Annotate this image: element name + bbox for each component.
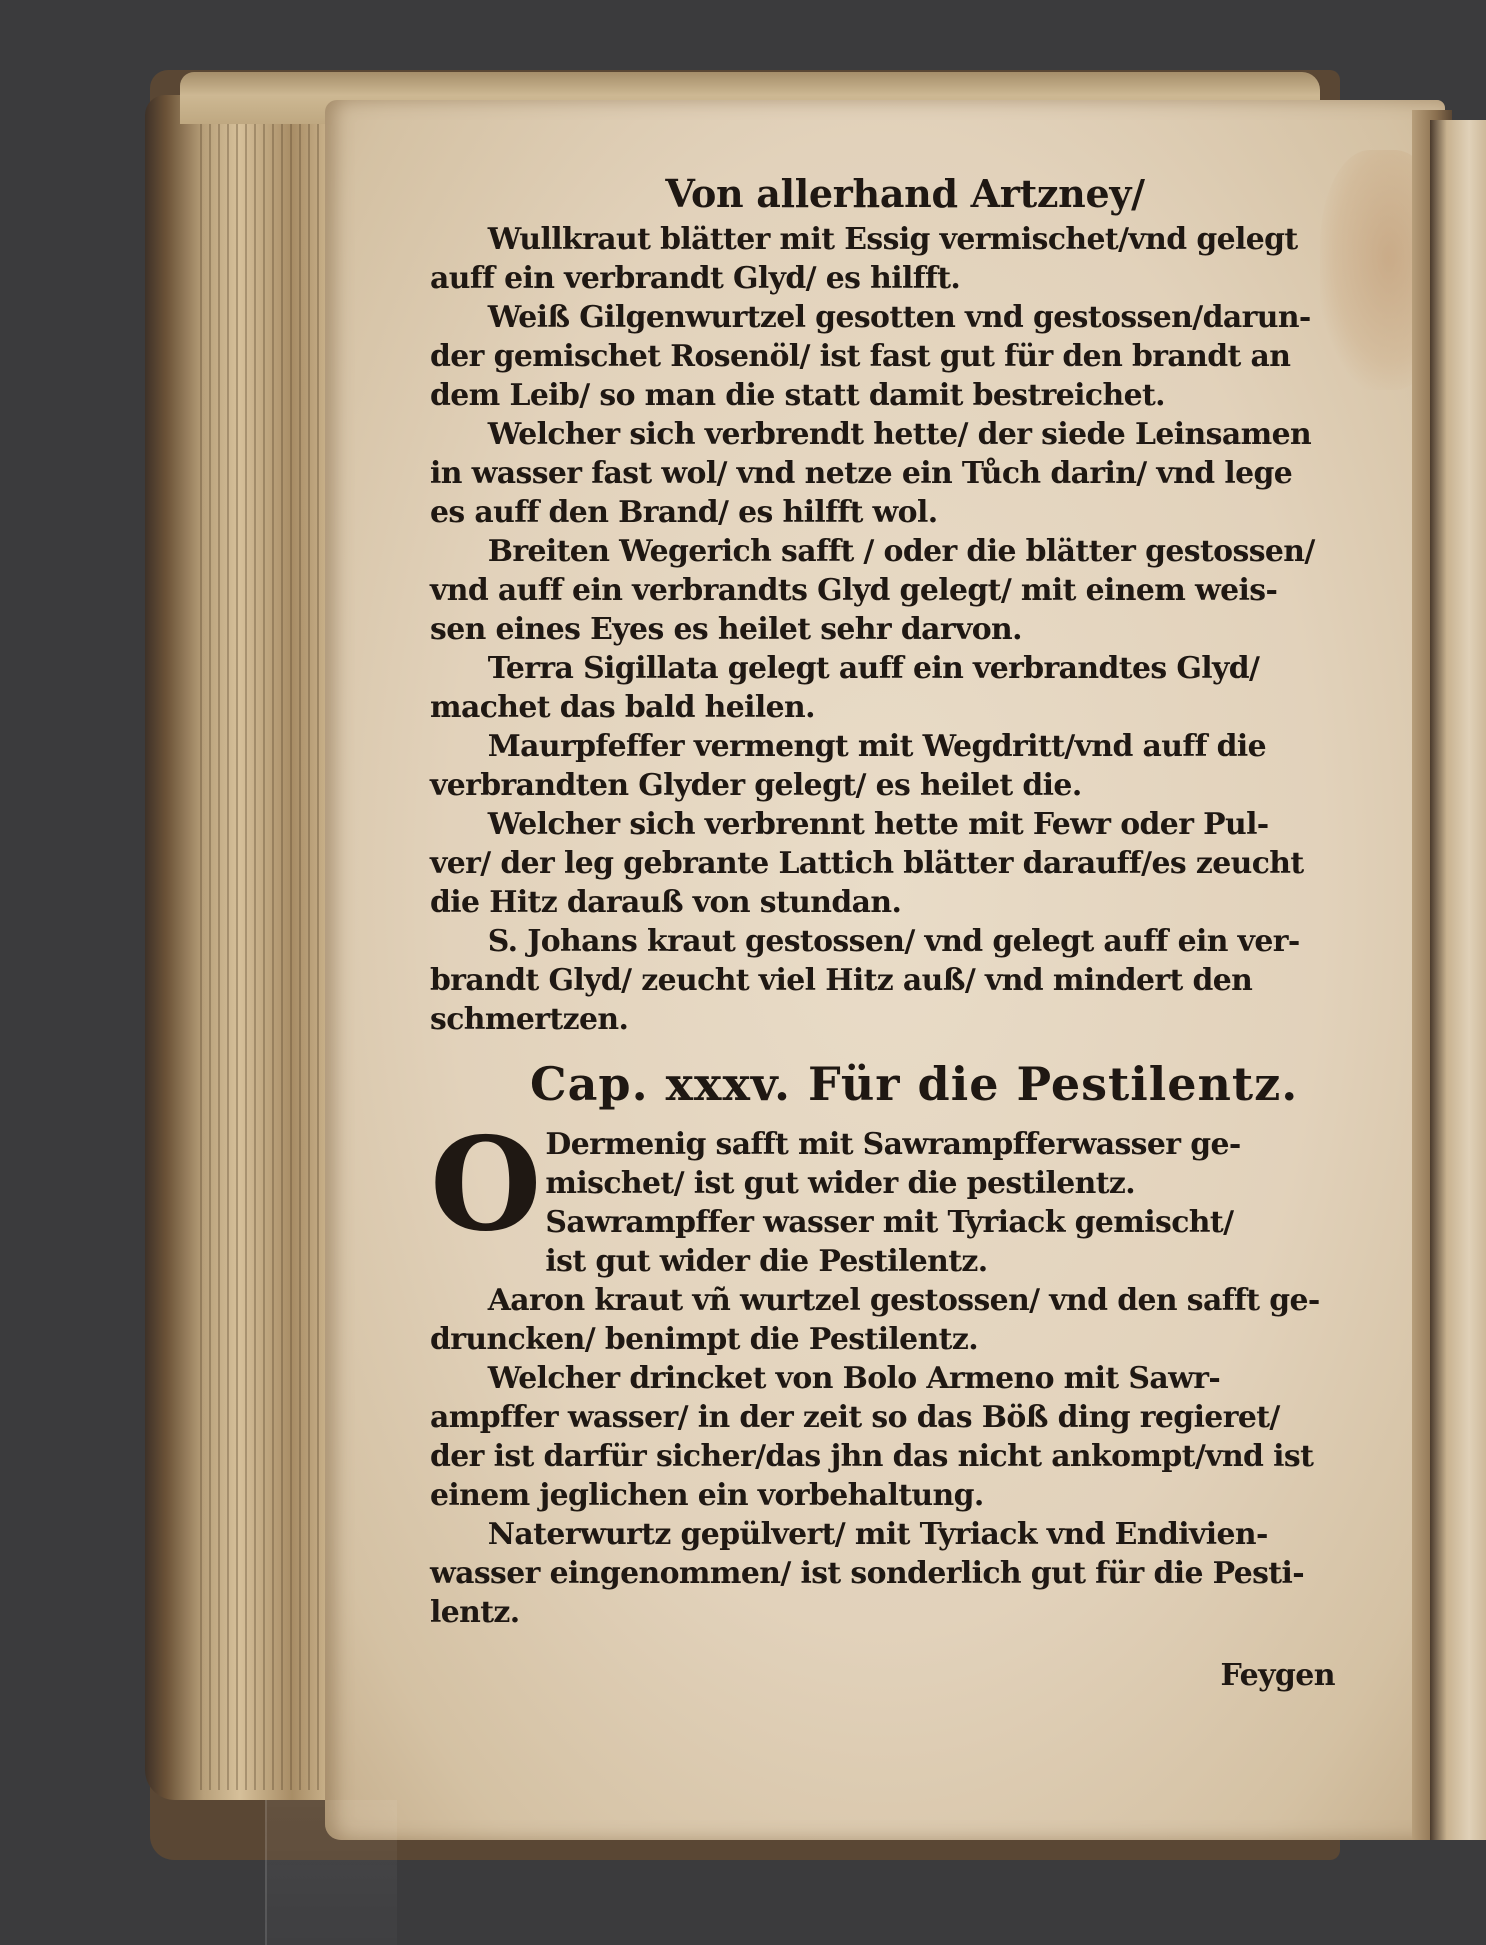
text-line: dem Leib/ so man die statt damit bestreichet.	[430, 378, 1165, 413]
paragraph	[430, 649, 1340, 727]
text-line: in wasser fast wol/ vnd netze ein Tůch darin/ vnd lege	[430, 456, 1293, 491]
text-line: Breiten Wegerich safft / oder die blätter gestossen/	[487, 534, 1315, 569]
text-line: Maurpfeffer vermengt mit Wegdritt/vnd auff die	[487, 729, 1267, 764]
text-line: ist gut wider die Pestilentz.	[545, 1244, 988, 1279]
running-head: Von allerhand Artzney/	[665, 171, 1145, 216]
text-line: verbrandten Glyder gelegt/ es heilet die.	[430, 768, 1082, 803]
text-line: Dermenig safft mit Sawrampfferwasser ge-	[545, 1127, 1241, 1162]
text-line: ampffer wasser/ in der zeit so das Böß ding regieret/	[430, 1400, 1280, 1435]
text-line: Welcher drincket von Bolo Armeno mit Sawr-	[487, 1361, 1221, 1396]
text-line: Aaron kraut vñ wurtzel gestossen/ vnd den safft ge-	[487, 1283, 1320, 1318]
facing-page-edge	[1430, 120, 1486, 1840]
text-line: machet das bald heilen.	[430, 690, 815, 725]
paragraph	[430, 298, 1340, 415]
text-line: Welcher sich verbrennt hette mit Fewr oder Pul-	[487, 807, 1269, 842]
text-line: vnd auff ein verbrandts Glyd gelegt/ mit einem weis-	[430, 573, 1278, 608]
text-line: der gemischet Rosenöl/ ist fast gut für den brandt an	[430, 339, 1291, 374]
text-line: ver/ der leg gebrante Lattich blätter darauff/es zeucht	[430, 846, 1304, 881]
text-line: druncken/ benimpt die Pestilentz.	[430, 1322, 979, 1357]
text-line: die Hitz darauß von stundan.	[430, 885, 902, 920]
page-edges-texture	[200, 110, 320, 1790]
paragraphs-top	[430, 220, 1340, 1039]
text-line: S. Johans kraut gestossen/ vnd gelegt auff ein ver-	[487, 924, 1300, 959]
paragraph	[430, 532, 1340, 649]
text-line: lentz.	[430, 1595, 520, 1630]
text-line: wasser eingenommen/ ist sonderlich gut für die Pesti-	[430, 1556, 1305, 1591]
text-line: Welcher sich verbrendt hette/ der siede Leinsamen	[487, 417, 1312, 452]
paragraphs-bottom	[430, 1281, 1340, 1632]
text-line: Weiß Gilgenwurtzel gesotten vnd gestossen/darun-	[487, 300, 1311, 335]
paragraph	[430, 415, 1340, 532]
paragraph	[430, 805, 1340, 922]
paragraph	[430, 1515, 1340, 1632]
text-line: es auff den Brand/ es hilfft wol.	[430, 495, 938, 530]
text-line: einem jeglichen ein vorbehaltung.	[430, 1478, 984, 1513]
page-clip	[265, 1800, 397, 1945]
text-line: sen eines Eyes es heilet sehr darvon.	[430, 612, 1022, 647]
text-line: Naterwurtz gepülvert/ mit Tyriack vnd Endivien-	[487, 1517, 1268, 1552]
paragraph	[430, 1281, 1340, 1359]
text-line: der ist darfür sicher/das jhn das nicht ankompt/vnd ist	[430, 1439, 1314, 1474]
paragraph	[430, 220, 1340, 298]
paragraph	[430, 727, 1340, 805]
text-line: mischet/ ist gut wider die pestilentz.	[545, 1166, 1136, 1201]
text-line: Terra Sigillata gelegt auff ein verbrandtes Glyd/	[487, 651, 1260, 686]
chapter-heading: Cap. xxxv. Für die Pestilentz.	[530, 1057, 1299, 1111]
text-line: Wullkraut blätter mit Essig vermischet/vnd gelegt	[487, 222, 1298, 257]
page-text	[430, 170, 1340, 1695]
drop-cap: O	[430, 1110, 541, 1260]
chapter-opening	[430, 1110, 1340, 1281]
text-line: Sawrampffer wasser mit Tyriack gemischt/	[545, 1205, 1234, 1240]
text-line: schmertzen.	[430, 1002, 629, 1037]
paragraph	[430, 922, 1340, 1039]
text-line: auff ein verbrandt Glyd/ es hilfft.	[430, 261, 961, 296]
text-line: brandt Glyd/ zeucht viel Hitz auß/ vnd mindert den	[430, 963, 1253, 998]
paragraph	[430, 1359, 1340, 1515]
catchword: Feygen	[1220, 1658, 1335, 1693]
